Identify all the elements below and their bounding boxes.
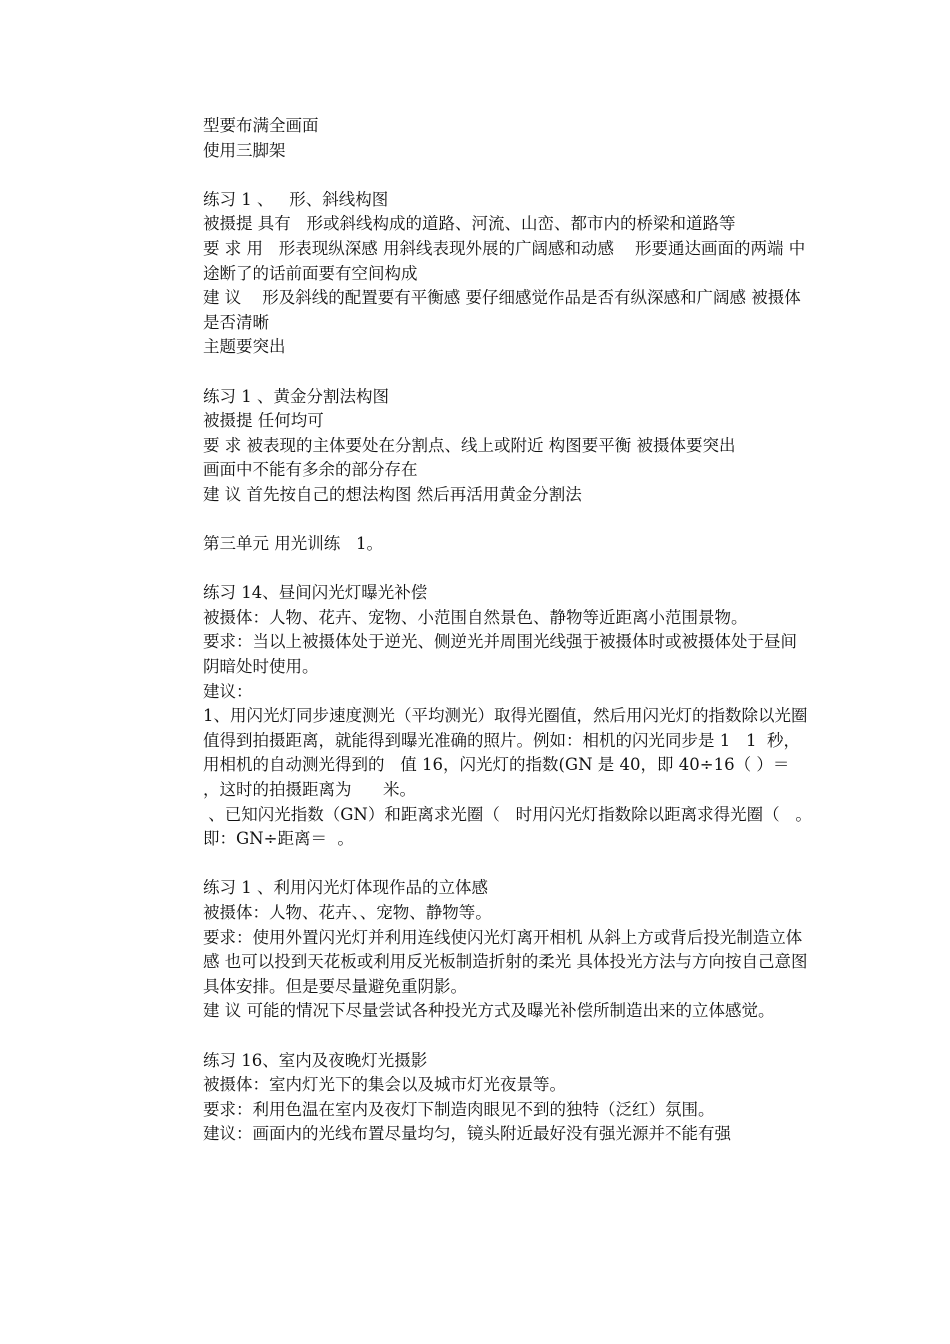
text-line: 建 议 首先按自己的想法构图 然后再活用黄金分割法: [203, 484, 582, 504]
text-line: 要 求 用 形表现纵深感 用斜线表现外展的广阔感和动感 形要通达画面的两端 中途断了的话前面要有空间构成: [203, 238, 806, 283]
exercise-heading: 练习 14、昼间闪光灯曝光补偿: [203, 583, 428, 603]
text-line: 要求：使用外置闪光灯并利用连线使闪光灯离开相机 从斜上方或背后投光制造立体感 也可以投到天花板或利用反光板制造折射的柔光 具体投光方法与方向按自己意图具体安排。但是要尽量避免重阴影。: [203, 927, 808, 996]
paragraph-gap: [203, 163, 813, 188]
text-block-layout-tips: [203, 114, 813, 163]
text-block-exercise-14: [203, 581, 821, 852]
exercise-heading: 练习 1 、黄金分割法构图: [203, 386, 389, 406]
text-line: 要 求 被表现的主体要处在分割点、线上或附近 构图要平衡 被摄体要突出: [203, 435, 736, 455]
paragraph-gap: [203, 557, 813, 582]
text-line: 画面中不能有多余的部分存在: [203, 460, 418, 480]
text-line: 被摄体：室内灯光下的集会以及城市灯光夜景等。: [203, 1075, 566, 1095]
text-line: 建 议 可能的情况下尽量尝试各种投光方式及曝光补偿所制造出来的立体感觉。: [203, 1001, 775, 1021]
text-line: 被摄体：人物、花卉、、宠物、静物等。: [203, 903, 492, 922]
text-line: 建议：: [203, 681, 253, 701]
text-line: 被摄体：人物、花卉、宠物、小范围自然景色、静物等近距离小范围景物。: [203, 607, 748, 627]
exercise-heading: 练习 16、室内及夜晚灯光摄影: [203, 1050, 428, 1070]
text-line: 被摄提 具有 形或斜线构成的道路、河流、山峦、都市内的桥梁和道路等: [203, 214, 736, 234]
text-block-exercise-flash-3d: [203, 876, 813, 1024]
text-line: 主题要突出: [203, 337, 286, 357]
text-line: 、已知闪光指数（GN）和距离求光圈（ 时用闪光灯指数除以距离求得光圈（ 。即：GN÷距离＝ 。: [203, 804, 812, 849]
text-line: 型要布满全画面: [203, 116, 319, 135]
paragraph-gap: [203, 360, 813, 385]
text-line: 要求：利用色温在室内及夜灯下制造肉眼见不到的独特（泛红）氛围。: [203, 1099, 715, 1119]
text-line: 建 议 形及斜线的配置要有平衡感 要仔细感觉作品是否有纵深感和广阔感 被摄体是否清晰: [203, 288, 801, 332]
document-page: [203, 114, 821, 1147]
paragraph-gap: [203, 1024, 813, 1049]
text-block-exercise-16: [203, 1049, 813, 1147]
paragraph-gap: [203, 508, 813, 533]
text-line: 要求：当以上被摄体处于逆光、侧逆光并周围光线强于被摄体时或被摄体处于昼间阴暗处时使用。: [203, 632, 797, 677]
text-line: 1、用闪光灯同步速度测光（平均测光）取得光圈值，然后用闪光灯的指数除以光圈值得到拍摄距离，就能得到曝光准确的照片。例如：相机的闪光同步是 1 1 秒，用相机的自动测光得到的 值 16，闪光灯的指数(GN 是 40，即 40÷16（ ）＝ ，这时的拍摄距离为 米。: [203, 706, 821, 800]
paragraph-gap: [203, 852, 813, 877]
text-line: 被摄提 任何均可: [203, 411, 324, 431]
text-block-unit-heading: [203, 532, 813, 557]
unit-heading: 第三单元 用光训练 1。: [203, 534, 383, 554]
text-block-exercise-diagonal: [203, 188, 813, 360]
exercise-heading: 练习 1 、 形、斜线构图: [203, 189, 389, 209]
text-line: 使用三脚架: [203, 140, 286, 160]
text-line: 建议：画面内的光线布置尽量均匀，镜头附近最好没有强光源并不能有强: [203, 1124, 731, 1144]
exercise-heading: 练习 1 、利用闪光灯体现作品的立体感: [203, 878, 488, 898]
text-block-exercise-golden-ratio: [203, 385, 813, 508]
